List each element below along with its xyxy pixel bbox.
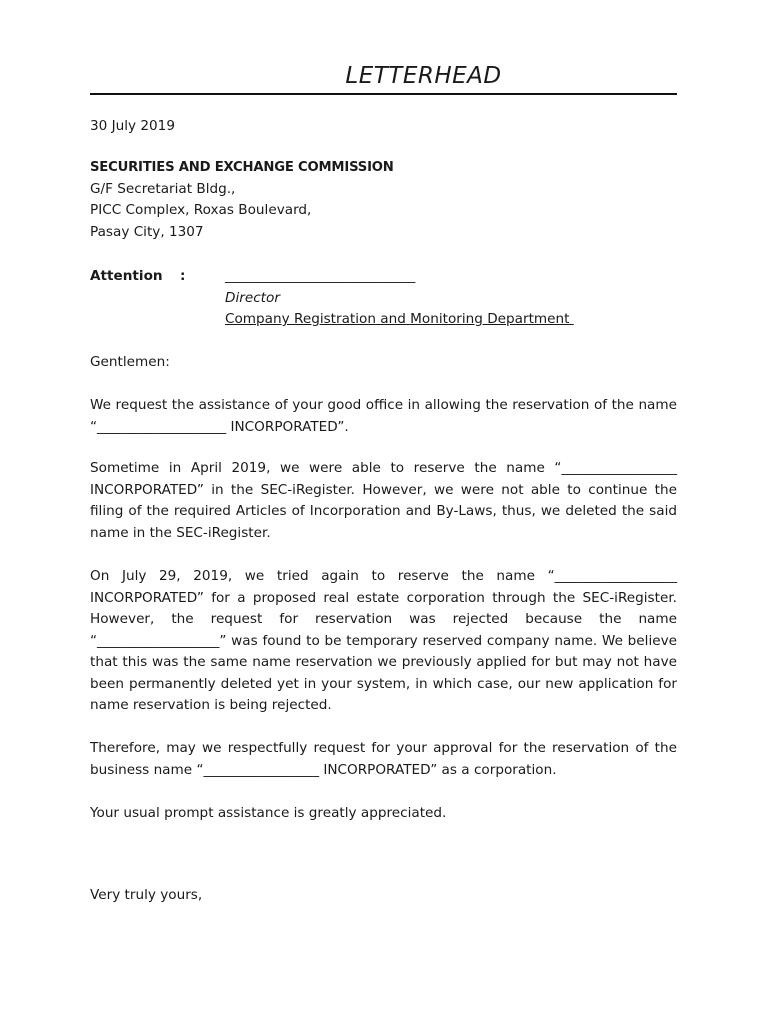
letterhead-title: [90, 60, 677, 95]
attention-title: Director: [225, 289, 280, 306]
attention-department: Company Registration and Monitoring Department: [225, 311, 574, 327]
recipient-address-line: Pasay City, 1307: [90, 223, 204, 240]
body-paragraph: Sometime in April 2019, we were able to reserve the name “_________________ INCORPORATED” in the SEC-iRegister. However, we were not able to continue the filing of the required Articles of Incorporation and By-Laws, thus, we deleted the said name in the SEC-iRegister.: [90, 460, 677, 541]
attention-label: Attention: [90, 268, 163, 284]
recipient-address-line: G/F Secretariat Bldg.,: [90, 180, 236, 197]
salutation: Gentlemen:: [90, 354, 170, 370]
attention-blank-line: ____________________________: [225, 268, 416, 284]
body-paragraph: We request the assistance of your good office in allowing the reservation of the name “___________________ INCORPORATED”.: [90, 397, 677, 435]
attention-colon: :: [180, 268, 186, 284]
letter-date: 30 July 2019: [90, 118, 175, 134]
body-paragraph: Your usual prompt assistance is greatly appreciated.: [90, 805, 447, 821]
closing: Very truly yours,: [90, 887, 203, 903]
body-paragraph: On July 29, 2019, we tried again to reserve the name “__________________ INCORPORATED” for a proposed real estate corporation through the SEC-iRegister. However, the request for reservation was rejected because the name “__________________” was found to be temporary reserved company name. We believe that this was the same name reservation we previously applied for but may not have been permanently deleted yet in your system, in which case, our new application for name reservation is being rejected.: [90, 568, 677, 713]
recipient-address: [90, 157, 394, 243]
recipient-address-line: PICC Complex, Roxas Boulevard,: [90, 202, 312, 218]
body-paragraph: Therefore, may we respectfully request for your approval for the reservation of the business name “_________________ INCORPORATED” as a corporation.: [90, 740, 677, 778]
recipient-org: SECURITIES AND EXCHANGE COMMISSION: [90, 160, 394, 175]
letterhead-text: LETTERHEAD: [345, 63, 502, 89]
